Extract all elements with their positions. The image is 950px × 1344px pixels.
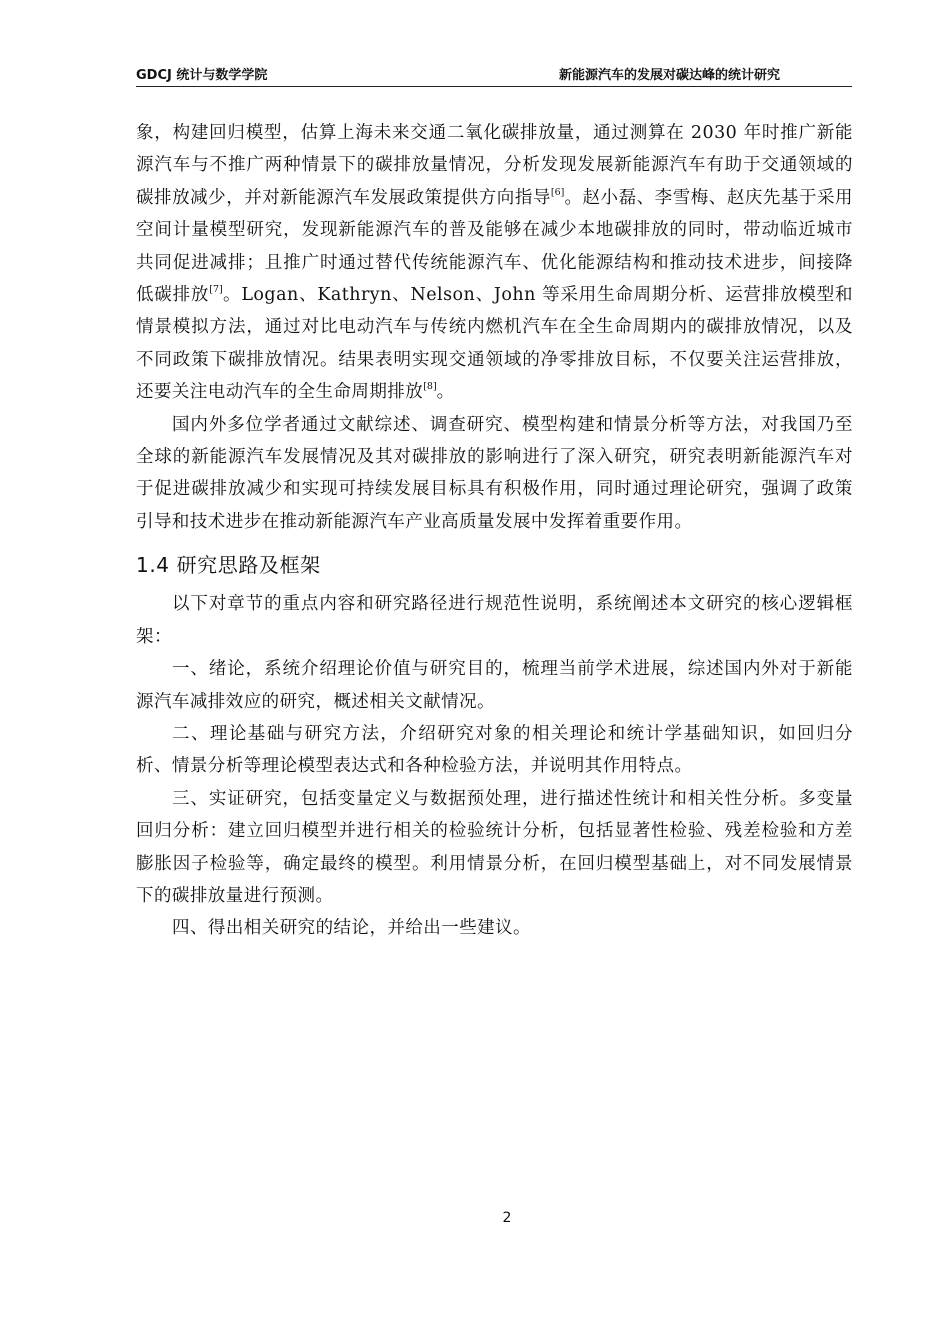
paragraph-framework-intro: 以下对章节的重点内容和研究路径进行规范性说明，系统阐述本文研究的核心逻辑框架： bbox=[136, 594, 853, 647]
list-item-chapter-1: 一、绪论，系统介绍理论价值与研究目的，梳理当前学术进展，综述国内外对于新能源汽车减排效应的研究，概述相关文献情况。 bbox=[136, 659, 853, 712]
page-number: 2 bbox=[502, 1210, 512, 1226]
citation-6: [6] bbox=[550, 186, 565, 198]
paragraph-text: 。Logan、Kathryn、Nelson、John 等采用生命周期分析、运营排放模型和情景模拟方法，通过对比电动汽车与传统内燃机汽车在全生命周期内的碳排放情况，以及不同政策下碳排放情况。结果表明实现交通领域的净零排放目标，不仅要关注运营排放，还要关注电动汽车的全生命周期排放 bbox=[136, 285, 853, 403]
section-heading: 1.4 研究思路及框架 bbox=[136, 553, 321, 578]
running-header bbox=[136, 60, 852, 87]
citation-7: [7] bbox=[209, 284, 223, 296]
header-institution: GDCJ 统计与数学学院 bbox=[136, 68, 268, 83]
list-item-chapter-2: 二、理论基础与研究方法，介绍研究对象的相关理论和统计学基础知识，如回归分析、情景分析等理论模型表达式和各种检验方法，并说明其作用特点。 bbox=[136, 723, 853, 777]
list-item-chapter-4: 四、得出相关研究的结论，并给出一些建议。 bbox=[172, 918, 531, 939]
paragraph-text: 象，构建回归模型，估算上海未来交通二氧化碳排放量，通过测算在 2030 年时推广新能源汽车与不推广两种情景下的碳排放量情况，分析发现发展新能源汽车有助于交通领域的碳排放减少，并对新能源汽车发展政策提供方向指导 bbox=[136, 123, 853, 208]
citation-8: [8] bbox=[423, 381, 437, 393]
paragraph-literature-continued bbox=[136, 117, 853, 409]
header-paper-title: 新能源汽车的发展对碳达峰的统计研究 bbox=[558, 68, 780, 83]
page-body bbox=[136, 117, 853, 945]
paragraph-text: 。 bbox=[436, 382, 455, 403]
paragraph-text: 。赵小磊、李雪梅、赵庆先基于采用空间计量模型研究，发现新能源汽车的普及能够在减少本地碳排放的同时，带动临近城市共同促进减排；且推广时通过替代传统能源汽车、优化能源结构和推动技术进步，间接降低碳排放 bbox=[136, 187, 853, 306]
paragraph-summary: 国内外多位学者通过文献综述、调查研究、模型构建和情景分析等方法，对我国乃至全球的新能源汽车发展情况及其对碳排放的影响进行了深入研究，研究表明新能源汽车对于促进碳排放减少和实现可持续发展目标具有积极作用，同时通过理论研究，强调了政策引导和技术进步在推动新能源汽车产业高质量发展中发挥着重要作用。 bbox=[136, 414, 853, 532]
list-item-chapter-3: 三、实证研究，包括变量定义与数据预处理，进行描述性统计和相关性分析。多变量回归分析：建立回归模型并进行相关的检验统计分析，包括显著性检验、残差检验和方差膨胀因子检验等，确定最终的模型。利用情景分析，在回归模型基础上，对不同发展情景下的碳排放量进行预测。 bbox=[136, 788, 853, 906]
